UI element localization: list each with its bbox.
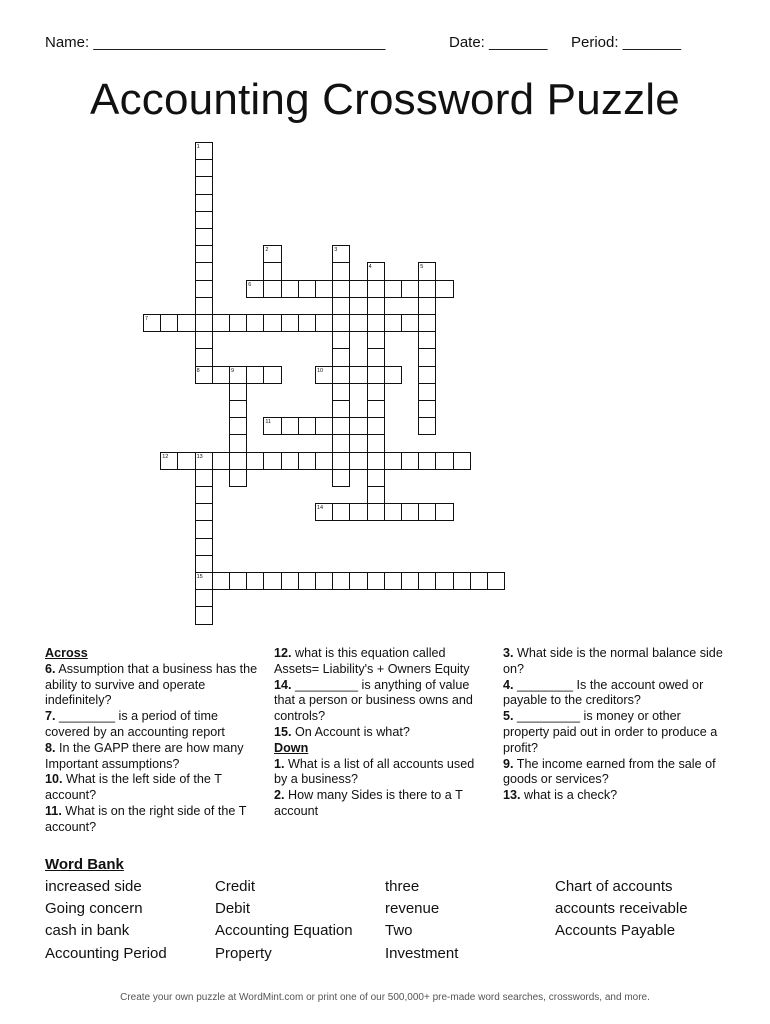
grid-cell[interactable] [281, 314, 299, 332]
grid-cell[interactable] [349, 417, 367, 435]
clue-across-15: 15. On Account is what? [274, 724, 410, 739]
grid-cell[interactable] [418, 331, 436, 349]
grid-cell[interactable] [263, 262, 281, 280]
clue-number: 6 [248, 281, 252, 288]
grid-cell[interactable] [487, 572, 505, 590]
grid-cell[interactable] [384, 314, 402, 332]
word-bank-item: Property [215, 944, 272, 962]
grid-cell[interactable] [332, 452, 350, 470]
grid-cell[interactable] [349, 452, 367, 470]
grid-cell[interactable] [195, 280, 213, 298]
grid-cell[interactable] [263, 452, 281, 470]
grid-cell[interactable] [470, 572, 488, 590]
grid-cell[interactable] [315, 417, 333, 435]
grid-cell[interactable] [367, 348, 385, 366]
grid-cell[interactable] [367, 503, 385, 521]
grid-cell[interactable] [332, 503, 350, 521]
grid-cell[interactable] [401, 572, 419, 590]
grid-cell[interactable] [367, 383, 385, 401]
down-heading: Down [274, 740, 309, 755]
clue-across-14: 14. _________ is anything of value that a person or business owns and controls? [274, 677, 473, 724]
clue-number: 14 [317, 505, 324, 512]
grid-cell[interactable] [212, 452, 230, 470]
header-fields [45, 34, 705, 56]
word-bank-item: three [385, 878, 420, 895]
grid-cell[interactable] [418, 348, 436, 366]
word-bank-item: Accounts Payable [555, 922, 676, 940]
grid-cell[interactable] [332, 383, 350, 401]
grid-cell[interactable] [401, 280, 419, 298]
grid-cell[interactable] [367, 331, 385, 349]
grid-cell[interactable] [160, 314, 178, 332]
grid-cell[interactable] [453, 452, 471, 470]
grid-cell[interactable] [195, 297, 213, 315]
grid-cell[interactable] [384, 503, 402, 521]
grid-cell[interactable] [367, 366, 385, 384]
clue-down-1: 1. What is a list of all accounts used by a business? [274, 756, 475, 787]
grid-cell[interactable] [195, 486, 213, 504]
grid-cell[interactable] [367, 400, 385, 418]
grid-cell[interactable] [315, 572, 333, 590]
grid-cell[interactable] [367, 469, 385, 487]
grid-cell[interactable] [212, 314, 230, 332]
grid-cell[interactable] [263, 245, 281, 263]
word-bank-item: Debit [215, 900, 251, 918]
grid-cell[interactable] [281, 280, 299, 298]
grid-cell[interactable] [332, 262, 350, 280]
grid-cell[interactable] [332, 348, 350, 366]
grid-cell[interactable] [332, 434, 350, 452]
clue-number: 15 [196, 574, 203, 580]
grid-cell[interactable] [195, 262, 213, 280]
grid-cell[interactable] [315, 280, 333, 298]
grid-cell[interactable] [367, 280, 385, 298]
clue-down-4: 4. ________ Is the account owed or payable to the creditors? [503, 677, 704, 708]
grid-cell[interactable] [229, 434, 247, 452]
clue-across-11: 11. What is on the right side of the T account? [45, 803, 247, 834]
grid-cell[interactable] [332, 572, 350, 590]
grid-cell[interactable] [367, 417, 385, 435]
word-bank-column-1 [45, 876, 167, 965]
grid-cell[interactable] [349, 572, 367, 590]
grid-cell[interactable] [384, 452, 402, 470]
grid-cell[interactable] [229, 417, 247, 435]
grid-cell[interactable] [435, 280, 453, 298]
grid-cell[interactable] [367, 434, 385, 452]
grid-cell[interactable] [332, 366, 350, 384]
grid-cell[interactable] [263, 280, 281, 298]
clue-across-10: 10. What is the left side of the T account? [45, 772, 222, 803]
puzzle-title: Accounting Crossword Puzzle [90, 75, 680, 124]
clue-number: 8 [196, 367, 200, 374]
clue-across-12: 12. what is this equation called Assets= Liability's + Owners Equity [274, 646, 470, 676]
grid-cell[interactable] [298, 417, 316, 435]
grid-cell[interactable] [229, 572, 247, 590]
grid-cell[interactable] [384, 366, 402, 384]
grid-cell[interactable] [332, 314, 350, 332]
grid-cell[interactable] [367, 486, 385, 504]
grid-cell[interactable] [315, 314, 333, 332]
clue-number: 3 [334, 247, 338, 254]
grid-cell[interactable] [212, 572, 230, 590]
grid-cell[interactable] [195, 331, 213, 349]
clue-number: 9 [231, 367, 235, 374]
clue-number: 5 [420, 264, 424, 271]
grid-cell[interactable] [332, 297, 350, 315]
grid-cell[interactable] [246, 280, 264, 298]
grid-cell[interactable] [263, 417, 281, 435]
grid-cell[interactable] [315, 503, 333, 521]
clue-across-7: 7. ________ is a period of time covered by an accounting report [45, 709, 225, 739]
grid-cell[interactable] [195, 159, 213, 177]
clue-number: 10 [317, 367, 324, 374]
word-bank-item: revenue [385, 900, 440, 918]
grid-cell[interactable] [298, 572, 316, 590]
grid-cell[interactable] [246, 314, 264, 332]
grid-cell[interactable] [195, 503, 213, 521]
grid-cell[interactable] [195, 538, 213, 556]
clue-across-8: 8. In the GAPP there are how many Important assumptions? [45, 740, 244, 771]
grid-cell[interactable] [298, 280, 316, 298]
grid-cell[interactable] [401, 503, 419, 521]
grid-cell[interactable] [246, 572, 264, 590]
grid-cell[interactable] [349, 314, 367, 332]
clue-down-13: 13. what is a check? [503, 788, 618, 803]
across-heading: Across [45, 646, 88, 660]
grid-cell[interactable] [195, 555, 213, 573]
grid-cell[interactable] [195, 314, 213, 332]
word-bank-item: Chart of accounts [555, 878, 673, 895]
grid-cell[interactable] [229, 469, 247, 487]
date-field-label: Date: _______ [449, 34, 548, 51]
grid-cell[interactable] [418, 262, 436, 280]
clues-column-1 [45, 646, 260, 836]
grid-cell[interactable] [195, 452, 213, 470]
grid-cell[interactable] [401, 314, 419, 332]
word-bank-column-3 [385, 876, 458, 965]
word-bank-title: Word Bank [45, 856, 124, 873]
grid-cell[interactable] [195, 176, 213, 194]
grid-cell[interactable] [418, 417, 436, 435]
name-field-label: Name: ___________________________________ [45, 34, 386, 51]
grid-cell[interactable] [281, 572, 299, 590]
clue-number: 7 [145, 316, 149, 322]
word-bank-item: cash in bank [45, 922, 130, 940]
grid-cell[interactable] [229, 400, 247, 418]
clue-number: 12 [162, 453, 169, 460]
grid-cell[interactable] [332, 400, 350, 418]
grid-cell[interactable] [367, 297, 385, 315]
grid-cell[interactable] [349, 366, 367, 384]
grid-cell[interactable] [263, 366, 281, 384]
grid-cell[interactable] [195, 348, 213, 366]
grid-cell[interactable] [263, 572, 281, 590]
grid-cell[interactable] [453, 572, 471, 590]
grid-cell[interactable] [195, 589, 213, 607]
grid-cell[interactable] [229, 366, 247, 384]
grid-cell[interactable] [367, 452, 385, 470]
grid-cell[interactable] [418, 314, 436, 332]
grid-cell[interactable] [418, 297, 436, 315]
grid-cell[interactable] [195, 142, 213, 160]
grid-cell[interactable] [195, 245, 213, 263]
word-bank-item: Accounting Period [45, 944, 167, 962]
clue-down-5: 5. _________ is money or other property paid out in order to produce a profit? [503, 709, 718, 755]
word-bank-item: Credit [215, 878, 256, 895]
grid-cell[interactable] [195, 469, 213, 487]
grid-cell[interactable] [332, 280, 350, 298]
word-bank-item: increased side [45, 878, 142, 895]
grid-cell[interactable] [229, 314, 247, 332]
grid-cell[interactable] [298, 452, 316, 470]
grid-cell[interactable] [229, 452, 247, 470]
grid-cell[interactable] [418, 572, 436, 590]
grid-cell[interactable] [315, 366, 333, 384]
grid-cell[interactable] [349, 503, 367, 521]
grid-cell[interactable] [418, 400, 436, 418]
grid-cell[interactable] [195, 366, 213, 384]
grid-cell[interactable] [143, 314, 161, 332]
word-bank-item: Investment [385, 944, 459, 962]
clue-down-2: 2. How many Sides is there to a T account [274, 788, 463, 818]
grid-cell[interactable] [401, 452, 419, 470]
grid-cell[interactable] [281, 452, 299, 470]
grid-cell[interactable] [229, 383, 247, 401]
word-bank-item: accounts receivable [555, 900, 688, 918]
clue-number: 11 [265, 419, 272, 426]
grid-cell[interactable] [349, 280, 367, 298]
grid-cell[interactable] [332, 245, 350, 263]
word-bank-item: Two [385, 922, 413, 940]
clues-column-2 [274, 646, 484, 820]
grid-cell[interactable] [160, 452, 178, 470]
grid-cell[interactable] [435, 572, 453, 590]
grid-cell[interactable] [367, 262, 385, 280]
grid-cell[interactable] [195, 194, 213, 212]
clue-number: 2 [265, 247, 269, 254]
word-bank-column-4 [555, 876, 688, 943]
period-field-label: Period: _______ [571, 34, 682, 51]
grid-cell[interactable] [384, 572, 402, 590]
clue-number: 4 [368, 264, 372, 271]
grid-cell[interactable] [367, 572, 385, 590]
grid-cell[interactable] [435, 503, 453, 521]
grid-cell[interactable] [195, 520, 213, 538]
grid-cell[interactable] [418, 452, 436, 470]
grid-cell[interactable] [332, 331, 350, 349]
grid-cell[interactable] [315, 452, 333, 470]
grid-cell[interactable] [418, 383, 436, 401]
grid-cell[interactable] [246, 366, 264, 384]
word-bank-item: Going concern [45, 900, 143, 918]
word-bank-item: Accounting Equation [215, 922, 353, 940]
grid-cell[interactable] [177, 452, 195, 470]
clue-number: 1 [196, 144, 200, 150]
clue-down-3: 3. What side is the normal balance side on? [503, 646, 723, 676]
clue-across-6: 6. Assumption that a business has the ability to survive and operate indefinitely? [45, 661, 258, 708]
grid-cell[interactable] [195, 606, 213, 624]
grid-cell[interactable] [263, 314, 281, 332]
grid-cell[interactable] [384, 280, 402, 298]
grid-cell[interactable] [195, 228, 213, 246]
grid-cell[interactable] [298, 314, 316, 332]
grid-cell[interactable] [281, 417, 299, 435]
footer-note: Create your own puzzle at WordMint.com or print one of our 500,000+ pre-made word searches, crosswords, and more. [120, 992, 650, 1003]
grid-cell[interactable] [367, 314, 385, 332]
grid-cell[interactable] [246, 452, 264, 470]
grid-cell[interactable] [332, 469, 350, 487]
grid-cell[interactable] [418, 280, 436, 298]
clue-number: 13 [196, 453, 203, 460]
clue-down-9: 9. The income earned from the sale of goods or services? [503, 756, 716, 787]
grid-cell[interactable] [435, 452, 453, 470]
word-bank-column-2 [215, 876, 353, 965]
grid-cell[interactable] [212, 366, 230, 384]
grid-cell[interactable] [195, 572, 213, 590]
grid-cell[interactable] [195, 211, 213, 229]
grid-cell[interactable] [418, 366, 436, 384]
clues-column-3 [503, 646, 725, 804]
grid-cell[interactable] [332, 417, 350, 435]
grid-cell[interactable] [418, 503, 436, 521]
grid-cell[interactable] [177, 314, 195, 332]
